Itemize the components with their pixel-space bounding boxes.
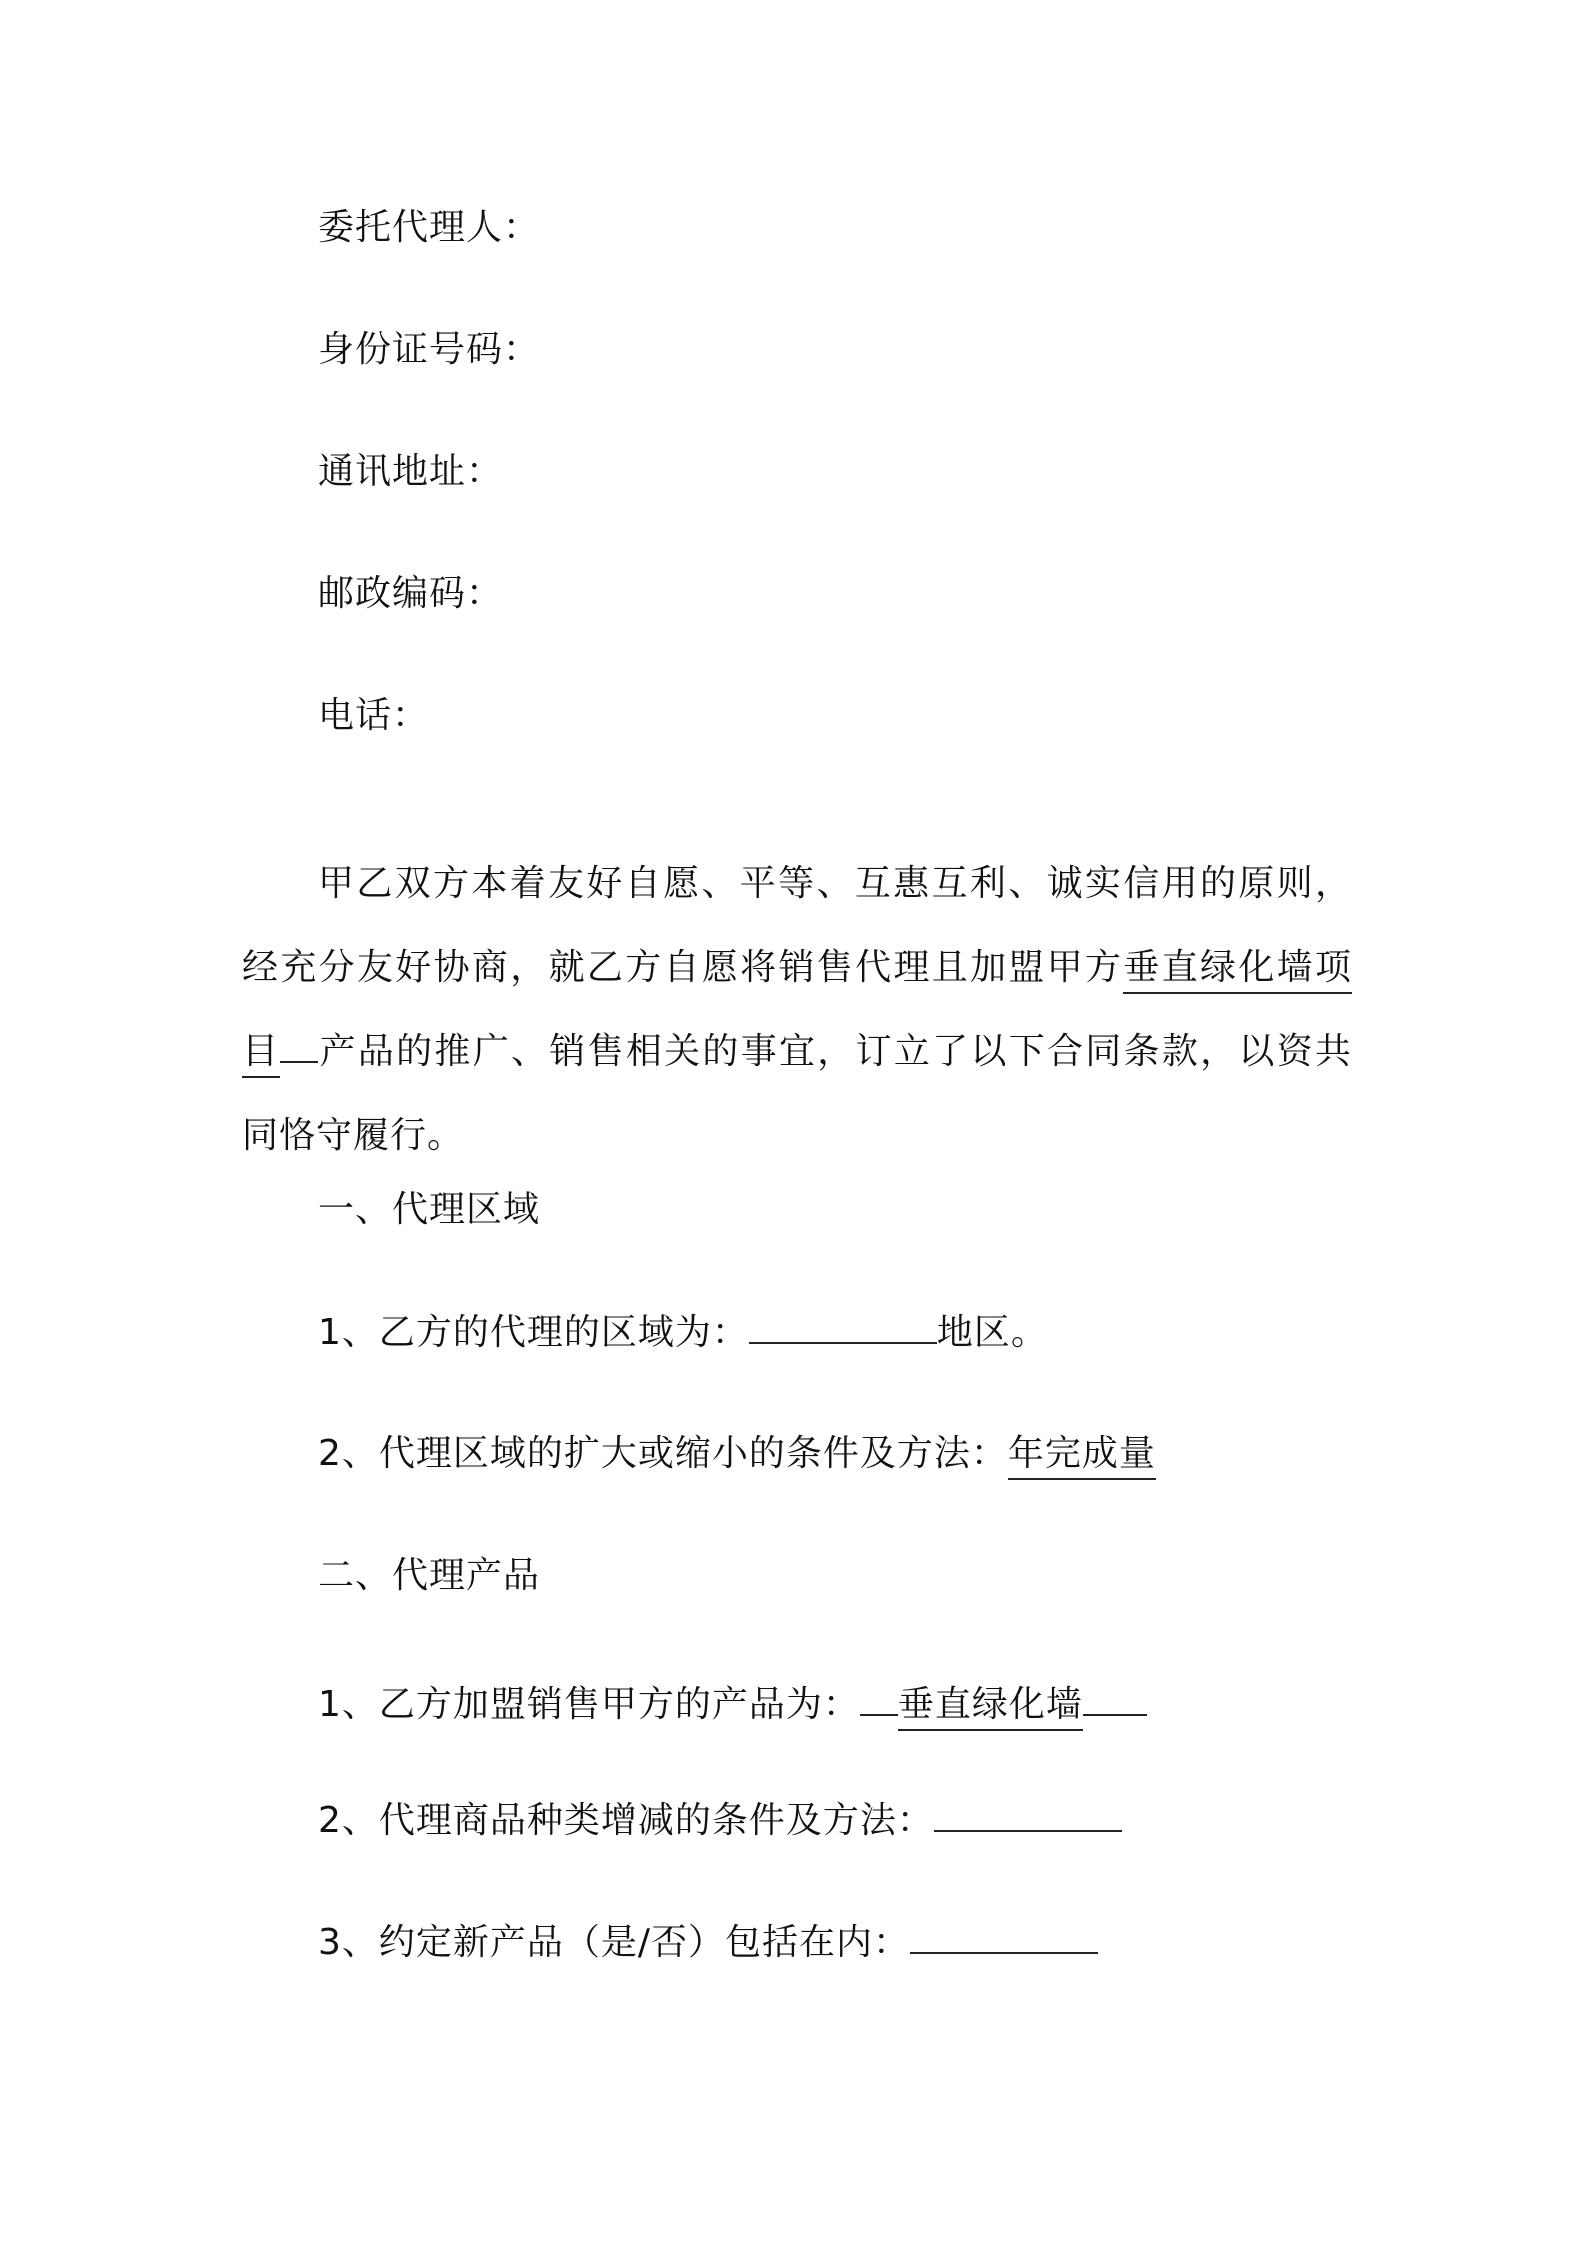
region-blank (749, 1308, 937, 1344)
blank-line (280, 1027, 318, 1063)
region-change-value: 年完成量 (1008, 1433, 1156, 1480)
region-suffix: 地区。 (936, 1312, 1048, 1353)
section2-item2 (318, 1796, 1122, 1845)
section2-item3 (318, 1918, 1098, 1967)
region-change-label: 2、代理区域的扩大或缩小的条件及方法： (318, 1433, 1008, 1474)
intro-text-before: 甲乙双方本着友好自愿、平等、互惠互利、诚实信用的原则，经充分友好协商，就乙方自愿将销售代理且加盟甲方 (242, 863, 1352, 988)
new-product-blank (910, 1918, 1098, 1954)
intro-paragraph (242, 842, 1352, 1178)
region-label: 1、乙方的代理的区域为： (318, 1312, 749, 1353)
intro-text-after: 产品的推广、销售相关的事宜，订立了以下合同条款，以资共同恪守履行。 (242, 1031, 1352, 1156)
phone-label: 电话： (318, 695, 430, 736)
product-change-label: 2、代理商品种类增减的条件及方法： (318, 1800, 934, 1841)
id-number-label: 身份证号码： (318, 329, 541, 370)
section2-heading: 二、代理产品 (318, 1555, 541, 1596)
section1-heading: 一、代理区域 (318, 1189, 541, 1230)
product-change-blank (934, 1796, 1122, 1832)
project-name-field: 垂直绿化墙项目 (242, 947, 1352, 1078)
section1-item2 (318, 1430, 1156, 1478)
product-value: 垂直绿化墙 (898, 1684, 1083, 1731)
address-label: 通讯地址： (318, 451, 504, 492)
section1-item1 (318, 1308, 1048, 1357)
product-label: 1、乙方加盟销售甲方的产品为： (318, 1684, 860, 1725)
blank-line (1083, 1680, 1147, 1716)
blank-line (860, 1680, 898, 1716)
agent-label: 委托代理人： (318, 207, 541, 248)
section2-item1 (318, 1680, 1147, 1729)
new-product-label: 3、约定新产品（是/否）包括在内： (318, 1922, 911, 1963)
postcode-label: 邮政编码： (318, 573, 504, 614)
